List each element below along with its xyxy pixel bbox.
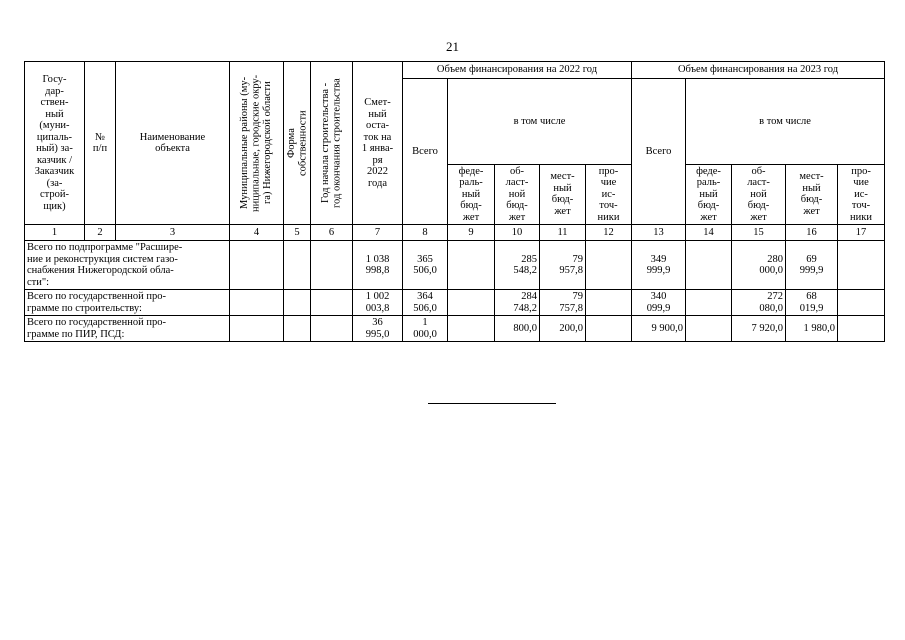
row-label: Всего по государственной про- грамме по строительству: xyxy=(25,290,230,316)
cell-total-2023: 9 900,0 xyxy=(632,316,686,342)
header-construction-years: Год начала строительства - год окончания строительства xyxy=(311,62,353,225)
cell-empty xyxy=(284,316,311,342)
column-number: 15 xyxy=(732,225,786,241)
column-number: 1 xyxy=(25,225,85,241)
financing-table xyxy=(24,61,885,342)
header-financing-2022: Объем финансирования на 2022 год xyxy=(403,62,632,79)
column-number: 9 xyxy=(448,225,495,241)
column-number: 7 xyxy=(353,225,403,241)
header-regional-2022: об- ласт- ной бюд- жет xyxy=(495,164,540,225)
cell-regional-2023: 7 920,0 xyxy=(732,316,786,342)
column-number: 3 xyxy=(116,225,230,241)
column-number: 8 xyxy=(403,225,448,241)
cell-estimate-balance: 36 995,0 xyxy=(353,316,403,342)
column-number: 16 xyxy=(786,225,838,241)
cell-other-2022 xyxy=(586,290,632,316)
cell-regional-2023: 272 080,0 xyxy=(732,290,786,316)
row-label: Всего по подпрограмме "Расшире- ние и реконструкция систем газо- снабжения Нижегородской обла- сти": xyxy=(25,241,230,290)
cell-estimate-balance: 1 038 998,8 xyxy=(353,241,403,290)
cell-total-2022: 364 506,0 xyxy=(403,290,448,316)
cell-other-2022 xyxy=(586,241,632,290)
cell-estimate-balance: 1 002 003,8 xyxy=(353,290,403,316)
cell-regional-2022: 285 548,2 xyxy=(495,241,540,290)
header-including-2022: в том числе xyxy=(448,79,632,165)
header-object-name: Наименование объекта xyxy=(116,62,230,225)
column-number: 11 xyxy=(540,225,586,241)
cell-regional-2023: 280 000,0 xyxy=(732,241,786,290)
column-number-row xyxy=(25,225,885,241)
header-other-2023: про- чие ис- точ- ники xyxy=(838,164,885,225)
cell-total-2023: 340 099,9 xyxy=(632,290,686,316)
page-number: 21 xyxy=(446,39,459,54)
cell-total-2022: 365 506,0 xyxy=(403,241,448,290)
header-number: № п/п xyxy=(85,62,116,225)
column-number: 13 xyxy=(632,225,686,241)
cell-empty xyxy=(230,290,284,316)
column-number: 14 xyxy=(686,225,732,241)
header-estimate-balance: Смет- ный оста- ток на 1 янва- ря 2022 года xyxy=(353,62,403,225)
cell-empty xyxy=(311,316,353,342)
column-number: 12 xyxy=(586,225,632,241)
header-regional-2023: об- ласт- ной бюд- жет xyxy=(732,164,786,225)
cell-empty xyxy=(230,241,284,290)
header-total-2023: Всего xyxy=(632,79,686,225)
header-customer: Госу- дар- ствен- ный (муни- ципаль- ный) за- казчик / Заказчик (за- строй- щик) xyxy=(25,62,85,225)
cell-local-2023: 68 019,9 xyxy=(786,290,838,316)
cell-other-2022 xyxy=(586,316,632,342)
cell-other-2023 xyxy=(838,316,885,342)
cell-local-2022: 79 757,8 xyxy=(540,290,586,316)
cell-local-2022: 79 957,8 xyxy=(540,241,586,290)
column-number: 4 xyxy=(230,225,284,241)
cell-regional-2022: 800,0 xyxy=(495,316,540,342)
cell-empty xyxy=(284,290,311,316)
end-rule xyxy=(428,403,556,404)
column-number: 10 xyxy=(495,225,540,241)
header-municipal-districts: Муниципальные районы (му- ниципальные, городские окру- га) Нижегородской области xyxy=(230,62,284,225)
column-number: 2 xyxy=(85,225,116,241)
cell-total-2022: 1 000,0 xyxy=(403,316,448,342)
cell-regional-2022: 284 748,2 xyxy=(495,290,540,316)
cell-local-2023: 69 999,9 xyxy=(786,241,838,290)
column-number: 6 xyxy=(311,225,353,241)
cell-federal-2023 xyxy=(686,290,732,316)
table-row xyxy=(25,290,885,316)
cell-local-2023: 1 980,0 xyxy=(786,316,838,342)
header-federal-2022: феде- раль- ный бюд- жет xyxy=(448,164,495,225)
cell-empty xyxy=(311,241,353,290)
cell-empty xyxy=(230,316,284,342)
cell-federal-2022 xyxy=(448,290,495,316)
header-including-2023: в том числе xyxy=(686,79,885,165)
cell-total-2023: 349 999,9 xyxy=(632,241,686,290)
header-financing-2023: Объем финансирования на 2023 год xyxy=(632,62,885,79)
column-number: 5 xyxy=(284,225,311,241)
table-row xyxy=(25,241,885,290)
column-number: 17 xyxy=(838,225,885,241)
cell-other-2023 xyxy=(838,290,885,316)
header-local-2022: мест- ный бюд- жет xyxy=(540,164,586,225)
row-label: Всего по государственной про- грамме по ПИР, ПСД: xyxy=(25,316,230,342)
cell-federal-2022 xyxy=(448,316,495,342)
cell-federal-2022 xyxy=(448,241,495,290)
cell-empty xyxy=(284,241,311,290)
header-federal-2023: феде- раль- ный бюд- жет xyxy=(686,164,732,225)
header-ownership-form: Форма собственности xyxy=(284,62,311,225)
cell-federal-2023 xyxy=(686,316,732,342)
header-total-2022: Всего xyxy=(403,79,448,225)
cell-local-2022: 200,0 xyxy=(540,316,586,342)
cell-empty xyxy=(311,290,353,316)
table-row xyxy=(25,316,885,342)
header-local-2023: мест- ный бюд- жет xyxy=(786,164,838,225)
header-other-2022: про- чие ис- точ- ники xyxy=(586,164,632,225)
cell-other-2023 xyxy=(838,241,885,290)
cell-federal-2023 xyxy=(686,241,732,290)
